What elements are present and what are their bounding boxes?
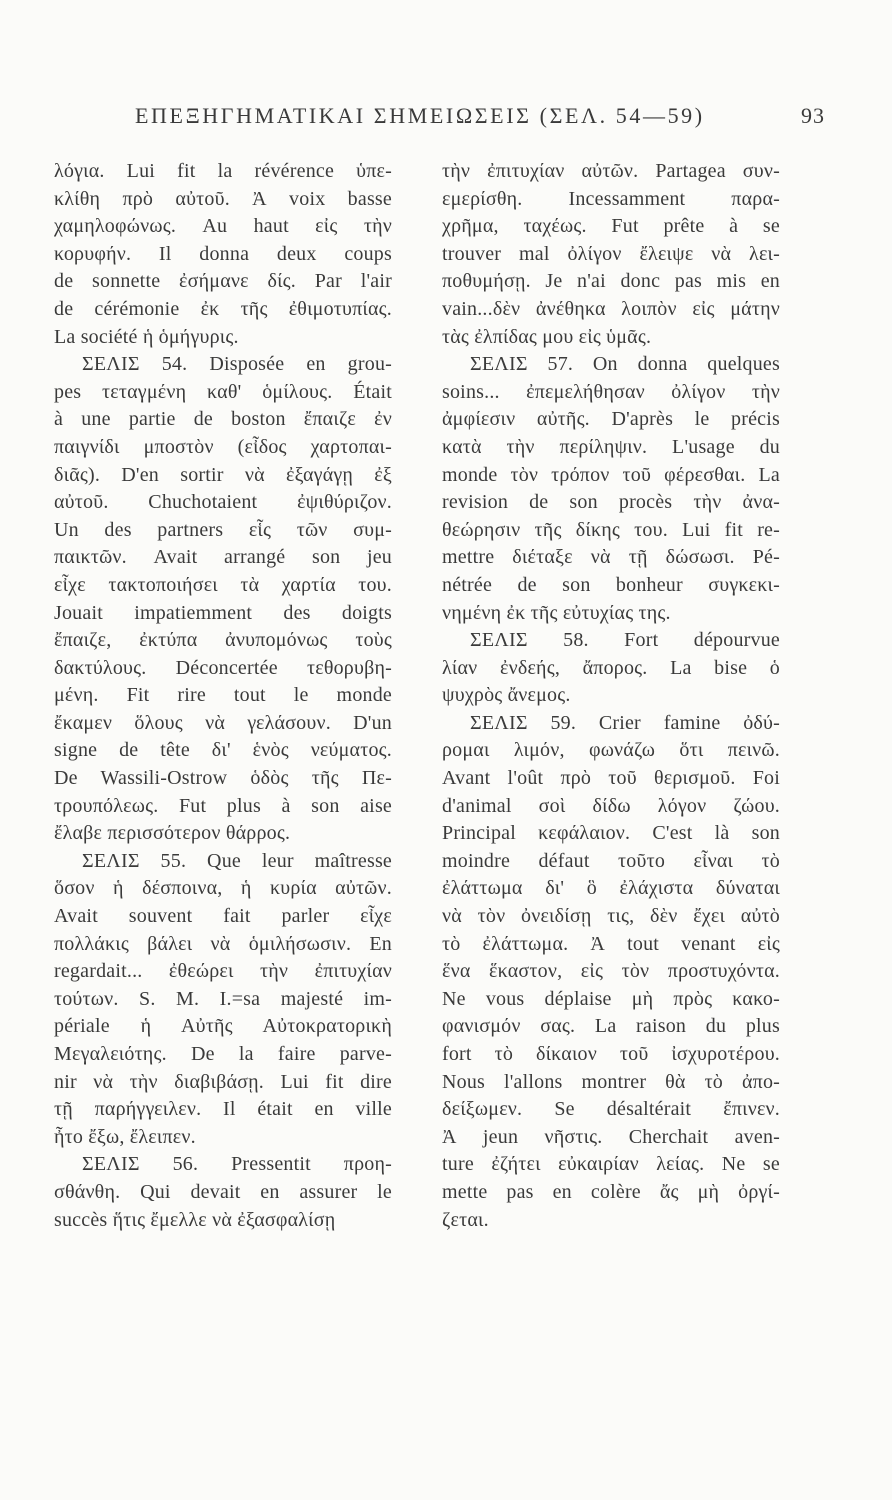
text-line: ἔλαβε περισσότερον θάρρος. bbox=[54, 822, 291, 845]
text-line: νὰ τὸν ὀνειδίσῃ τις, δὲν ἔχει αὐτὸ bbox=[442, 905, 780, 928]
text-line: périale ἡ Αὐτῆς Αὐτοκρατορικὴ bbox=[54, 1015, 392, 1038]
text-line: fort τὸ δίκαιον τοῦ ἰσχυροτέρου. bbox=[442, 1043, 780, 1065]
text-line: ἔκαμεν ὅλους νὰ γελάσουν. D'un bbox=[54, 711, 392, 734]
text-line: κατὰ τὴν περίληψιν. L'usage du bbox=[442, 435, 780, 458]
text-line: λόγια. Lui fit la révérence ὑπε- bbox=[54, 160, 392, 182]
text-line: ρομαι λιμόν, φωνάζω ὅτι πεινῶ. bbox=[442, 739, 780, 762]
text-line: νημένη ἐκ τῆς εὐτυχίας της. bbox=[442, 601, 671, 624]
text-line: La société ἡ ὁμήγυρις. bbox=[54, 325, 239, 348]
text-line: signe de tête δι' ἑνὸς νεύματος. bbox=[54, 739, 392, 762]
text-line: εἶχε τακτοποιήσει τὰ χαρτία του. bbox=[54, 573, 392, 596]
text-line: vain...δὲν ἀνέθηκα λοιπὸν εἰς μάτην bbox=[442, 297, 780, 320]
text-line: ζεται. bbox=[442, 1208, 489, 1231]
header-title: ΕΠΕΞΗΓΗΜΑΤΙΚΑΙ ΣΗΜΕΙΩΣΕΙΣ (ΣΕΛ. 54—59) bbox=[135, 103, 705, 128]
text-line: de cérémonie ἐκ τῆς ἐθιμοτυπίας. bbox=[54, 297, 392, 320]
text-line: monde τὸν τρόπον τοῦ φέρεσθαι. La bbox=[442, 463, 780, 486]
text-line: à une partie de boston ἔπαιζε ἐν bbox=[54, 408, 392, 431]
text-line: τρουπόλεως. Fut plus à son aise bbox=[54, 794, 392, 817]
text-line: regardait... ἐθεώρει τὴν ἐπιτυχίαν bbox=[54, 960, 392, 983]
text-line: ποθυμήσῃ. Je n'ai donc pas mis en bbox=[442, 270, 780, 293]
text-line: Jouait impatiemment des doigts bbox=[54, 601, 392, 624]
text-line: de sonnette ἐσήμανε δίς. Par l'air bbox=[54, 270, 392, 293]
text-line: ἔπαιζε, ἐκτύπα ἀνυπομόνως τοὺς bbox=[54, 629, 392, 652]
text-line: λίαν ἐνδεής, ἄπορος. La bise ὁ bbox=[442, 656, 780, 679]
text-line: nir νὰ τὴν διαβιβάσῃ. Lui fit dire bbox=[54, 1070, 392, 1093]
text-line: τῇ παρήγγειλεν. Il était en ville bbox=[54, 1098, 392, 1121]
text-line: revision de son procès τὴν ἀνα- bbox=[442, 491, 780, 514]
text-line: Ne vous déplaise μὴ πρὸς κακο- bbox=[442, 987, 780, 1010]
text-line: ἀμφίεσιν αὐτῆς. D'après le précis bbox=[442, 408, 780, 431]
text-line: πολλάκις βάλει νὰ ὁμιλήσωσιν. En bbox=[54, 932, 392, 955]
text-line: Ἀ jeun νῆστις. Cherchait aven- bbox=[442, 1125, 780, 1148]
text-line: mette pas en colère ἄς μὴ ὀργί- bbox=[442, 1180, 780, 1203]
text-line: κλίθη πρὸ αὐτοῦ. Ἀ voix basse bbox=[54, 187, 392, 210]
text-line: ἐλάττωμα δι' ὃ ἐλάχιστα δύναται bbox=[442, 877, 780, 900]
text-line: Principal κεφάλαιον. C'est là son bbox=[442, 822, 780, 845]
text-line: θεώρησιν τῆς δίκης του. Lui fit re- bbox=[442, 518, 780, 541]
text-line: τούτων. S. M. I.=sa majesté im- bbox=[54, 987, 392, 1010]
text-line: ὅσον ἡ δέσποινα, ἡ κυρία αὐτῶν. bbox=[54, 877, 392, 900]
text-line: κορυφήν. Il donna deux coups bbox=[54, 242, 392, 265]
text-line: δείξωμεν. Se désaltérait ἔπινεν. bbox=[442, 1098, 780, 1121]
text-line: ΣΕΛΙΣ 54. Disposée en grou- bbox=[82, 353, 392, 376]
text-line: ture ἐζήτει εὐκαιρίαν λείας. Ne se bbox=[442, 1153, 780, 1176]
text-line: Nous l'allons montrer θὰ τὸ ἀπο- bbox=[442, 1070, 780, 1093]
text-line: Μεγαλειότης. De la faire parve- bbox=[54, 1043, 392, 1065]
text-line: succès ἥτις ἔμελλε νὰ ἐξασφαλίσῃ bbox=[54, 1208, 336, 1231]
right-column bbox=[442, 158, 780, 1234]
text-line: μένη. Fit rire tout le monde bbox=[54, 684, 392, 707]
text-line: αὐτοῦ. Chuchotaient ἐψιθύριζον. bbox=[54, 491, 392, 514]
text-line: σθάνθη. Qui devait en assurer le bbox=[54, 1180, 392, 1203]
text-line: nétrée de son bonheur συγκεκι- bbox=[442, 573, 780, 596]
text-line: ψυχρὸς ἄνεμος. bbox=[442, 684, 571, 707]
text-line: ΣΕΛΙΣ 56. Pressentit προη- bbox=[82, 1153, 392, 1176]
running-header bbox=[135, 103, 825, 139]
text-line: trouver mal ὀλίγον ἔλειψε νὰ λει- bbox=[442, 242, 780, 265]
text-line: ΣΕΛΙΣ 57. On donna quelques bbox=[470, 353, 780, 376]
text-line: χρῆμα, ταχέως. Fut prête à se bbox=[442, 215, 780, 238]
text-line: soins... ἐπεμελήθησαν ὀλίγον τὴν bbox=[442, 380, 780, 403]
text-line: pes τεταγμένη καθ' ὁμίλους. Était bbox=[54, 380, 392, 403]
text-line: διᾶς). D'en sortir νὰ ἐξαγάγῃ ἐξ bbox=[54, 463, 392, 486]
text-line: ἦτο ἔξω, ἔλειπεν. bbox=[54, 1125, 196, 1148]
text-line: d'animal σοὶ δίδω λόγον ζώου. bbox=[442, 794, 780, 817]
text-line: ΣΕΛΙΣ 58. Fort dépourvue bbox=[470, 629, 780, 652]
text-line: φανισμόν σας. La raison du plus bbox=[442, 1015, 780, 1038]
text-line: mettre διέταξε νὰ τῇ δώσωσι. Pé- bbox=[442, 546, 780, 569]
text-line: εμερίσθη. Incessamment παρα- bbox=[442, 187, 780, 210]
left-column bbox=[54, 158, 392, 1234]
page-number: 93 bbox=[801, 103, 825, 128]
text-line: τὸ ἐλάττωμα. Ἀ tout venant εἰς bbox=[442, 932, 780, 955]
text-line: δακτύλους. Déconcertée τεθορυβη- bbox=[54, 656, 392, 679]
text-line: τὴν ἐπιτυχίαν αὐτῶν. Partagea συν- bbox=[442, 160, 780, 182]
text-line: χαμηλοφώνως. Au haut εἰς τὴν bbox=[54, 215, 392, 238]
text-line: Un des partners εἷς τῶν συμ- bbox=[54, 518, 392, 541]
text-line: ἕνα ἕκαστον, εἰς τὸν προστυχόντα. bbox=[442, 960, 780, 983]
text-line: ΣΕΛΙΣ 59. Crier famine ὀδύ- bbox=[470, 711, 780, 734]
text-line: Avant l'oût πρὸ τοῦ θερισμοῦ. Foi bbox=[442, 767, 780, 790]
text-line: παικτῶν. Avait arrangé son jeu bbox=[54, 546, 392, 569]
text-line: Avait souvent fait parler εἶχε bbox=[54, 905, 392, 928]
text-line: De Wassili-Ostrow ὁδὸς τῆς Πε- bbox=[54, 767, 392, 790]
text-line: παιγνίδι μποστὸν (εἶδος χαρτοπαι- bbox=[54, 435, 392, 458]
text-line: τὰς ἐλπίδας μου εἰς ὑμᾶς. bbox=[442, 325, 652, 348]
text-line: ΣΕΛΙΣ 55. Que leur maîtresse bbox=[82, 849, 392, 872]
text-line: moindre défaut τοῦτο εἶναι τὸ bbox=[442, 849, 780, 872]
